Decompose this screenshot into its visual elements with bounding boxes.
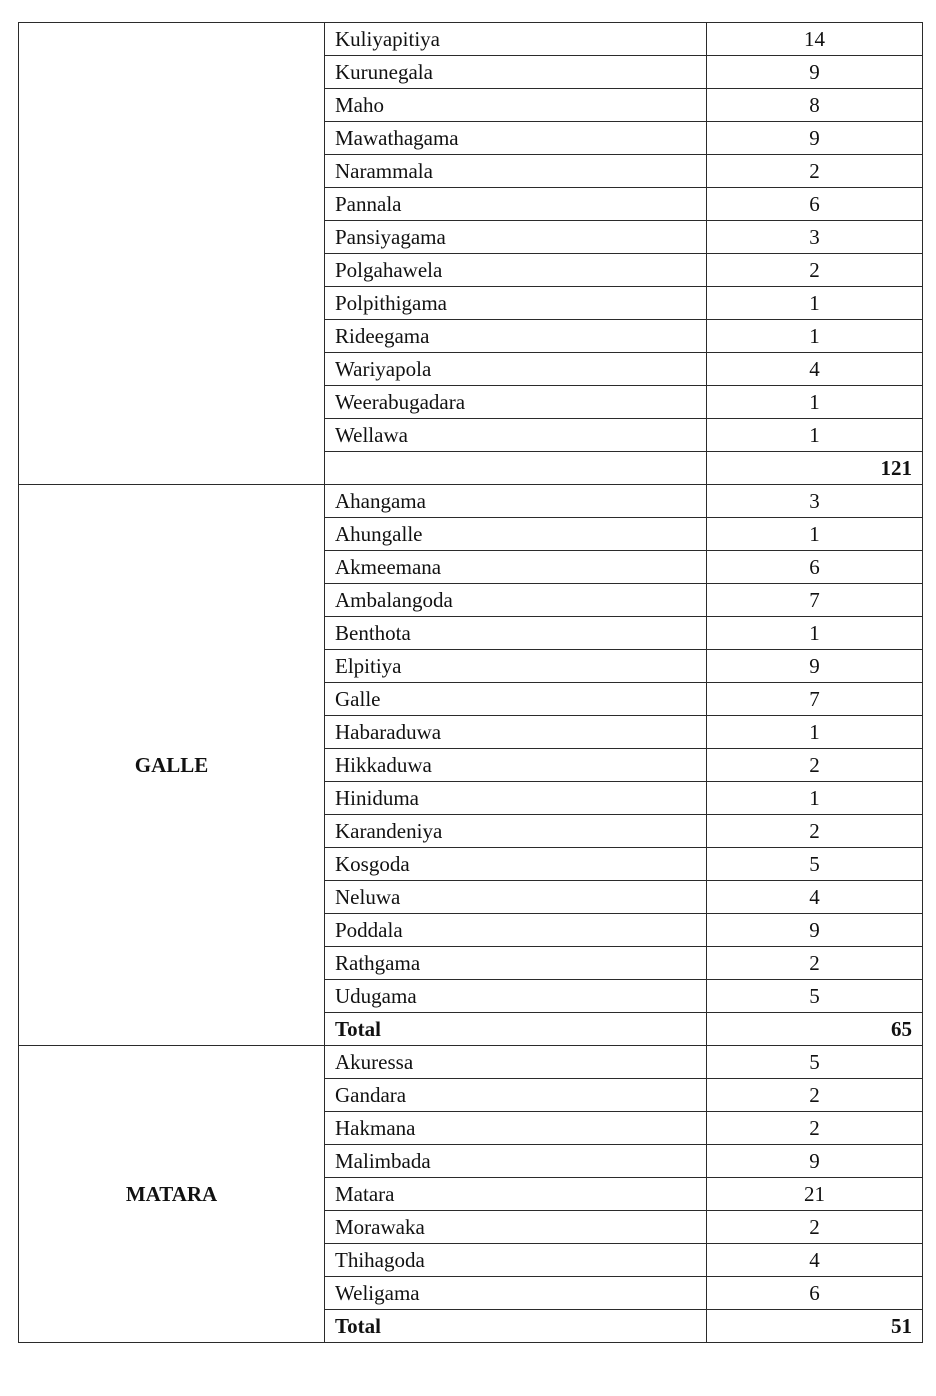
- office-name-cell: Neluwa: [325, 881, 707, 914]
- office-name-cell: Udugama: [325, 980, 707, 1013]
- office-count-cell: 5: [707, 1046, 923, 1079]
- office-name-cell: Akmeemana: [325, 551, 707, 584]
- office-count-cell: 3: [707, 485, 923, 518]
- office-count-cell: 1: [707, 617, 923, 650]
- office-count-cell: 8: [707, 89, 923, 122]
- office-count-cell: 5: [707, 848, 923, 881]
- office-name-cell: Narammala: [325, 155, 707, 188]
- office-count-cell: 6: [707, 188, 923, 221]
- total-value: 51: [707, 1310, 923, 1343]
- office-count-cell: 2: [707, 947, 923, 980]
- office-count-cell: 4: [707, 1244, 923, 1277]
- office-count-cell: 2: [707, 1112, 923, 1145]
- office-name-cell: Malimbada: [325, 1145, 707, 1178]
- office-count-cell: 5: [707, 980, 923, 1013]
- office-name-cell: Poddala: [325, 914, 707, 947]
- office-count-cell: 9: [707, 56, 923, 89]
- office-name-cell: Weerabugadara: [325, 386, 707, 419]
- office-count-cell: 9: [707, 1145, 923, 1178]
- office-name-cell: Polpithigama: [325, 287, 707, 320]
- district-office-table: [18, 22, 923, 1343]
- district-name: GALLE: [19, 485, 325, 1046]
- office-name-cell: Thihagoda: [325, 1244, 707, 1277]
- office-name-cell: Kurunegala: [325, 56, 707, 89]
- office-count-cell: 1: [707, 386, 923, 419]
- office-name-cell: Elpitiya: [325, 650, 707, 683]
- office-count-cell: 1: [707, 320, 923, 353]
- office-count-cell: 2: [707, 749, 923, 782]
- office-name-cell: Akuressa: [325, 1046, 707, 1079]
- office-count-cell: 2: [707, 815, 923, 848]
- office-name-cell: Morawaka: [325, 1211, 707, 1244]
- office-count-cell: 2: [707, 254, 923, 287]
- office-name-cell: Rathgama: [325, 947, 707, 980]
- total-value: 65: [707, 1013, 923, 1046]
- office-name-cell: Ambalangoda: [325, 584, 707, 617]
- office-count-cell: 3: [707, 221, 923, 254]
- office-count-cell: 1: [707, 419, 923, 452]
- office-count-cell: 1: [707, 518, 923, 551]
- office-count-cell: 21: [707, 1178, 923, 1211]
- office-count-cell: 1: [707, 716, 923, 749]
- office-name-cell: Hikkaduwa: [325, 749, 707, 782]
- office-name-cell: Hiniduma: [325, 782, 707, 815]
- total-label: [325, 452, 707, 485]
- office-name-cell: Rideegama: [325, 320, 707, 353]
- total-label: Total: [325, 1310, 707, 1343]
- district-name: [19, 23, 325, 485]
- office-count-cell: 6: [707, 551, 923, 584]
- office-name-cell: Ahungalle: [325, 518, 707, 551]
- office-count-cell: 7: [707, 683, 923, 716]
- office-count-cell: 4: [707, 353, 923, 386]
- office-name-cell: Pansiyagama: [325, 221, 707, 254]
- office-count-cell: 9: [707, 650, 923, 683]
- office-name-cell: Matara: [325, 1178, 707, 1211]
- office-name-cell: Benthota: [325, 617, 707, 650]
- office-count-cell: 6: [707, 1277, 923, 1310]
- office-name-cell: Gandara: [325, 1079, 707, 1112]
- district-name: MATARA: [19, 1046, 325, 1343]
- office-count-cell: 1: [707, 287, 923, 320]
- office-count-cell: 7: [707, 584, 923, 617]
- office-count-cell: 1: [707, 782, 923, 815]
- office-name-cell: Weligama: [325, 1277, 707, 1310]
- office-name-cell: Kuliyapitiya: [325, 23, 707, 56]
- office-name-cell: Polgahawela: [325, 254, 707, 287]
- office-count-cell: 9: [707, 914, 923, 947]
- office-name-cell: Mawathagama: [325, 122, 707, 155]
- table-row: [19, 23, 923, 56]
- office-name-cell: Galle: [325, 683, 707, 716]
- table-row: [19, 485, 923, 518]
- total-label: Total: [325, 1013, 707, 1046]
- office-count-cell: 4: [707, 881, 923, 914]
- office-name-cell: Ahangama: [325, 485, 707, 518]
- total-value: 121: [707, 452, 923, 485]
- office-name-cell: Habaraduwa: [325, 716, 707, 749]
- office-name-cell: Hakmana: [325, 1112, 707, 1145]
- office-name-cell: Maho: [325, 89, 707, 122]
- office-name-cell: Kosgoda: [325, 848, 707, 881]
- office-count-cell: 14: [707, 23, 923, 56]
- office-name-cell: Wellawa: [325, 419, 707, 452]
- office-count-cell: 2: [707, 1211, 923, 1244]
- office-name-cell: Pannala: [325, 188, 707, 221]
- table-body: [19, 23, 923, 1343]
- table-row: [19, 1046, 923, 1079]
- office-count-cell: 2: [707, 1079, 923, 1112]
- office-name-cell: Wariyapola: [325, 353, 707, 386]
- office-count-cell: 2: [707, 155, 923, 188]
- office-count-cell: 9: [707, 122, 923, 155]
- office-name-cell: Karandeniya: [325, 815, 707, 848]
